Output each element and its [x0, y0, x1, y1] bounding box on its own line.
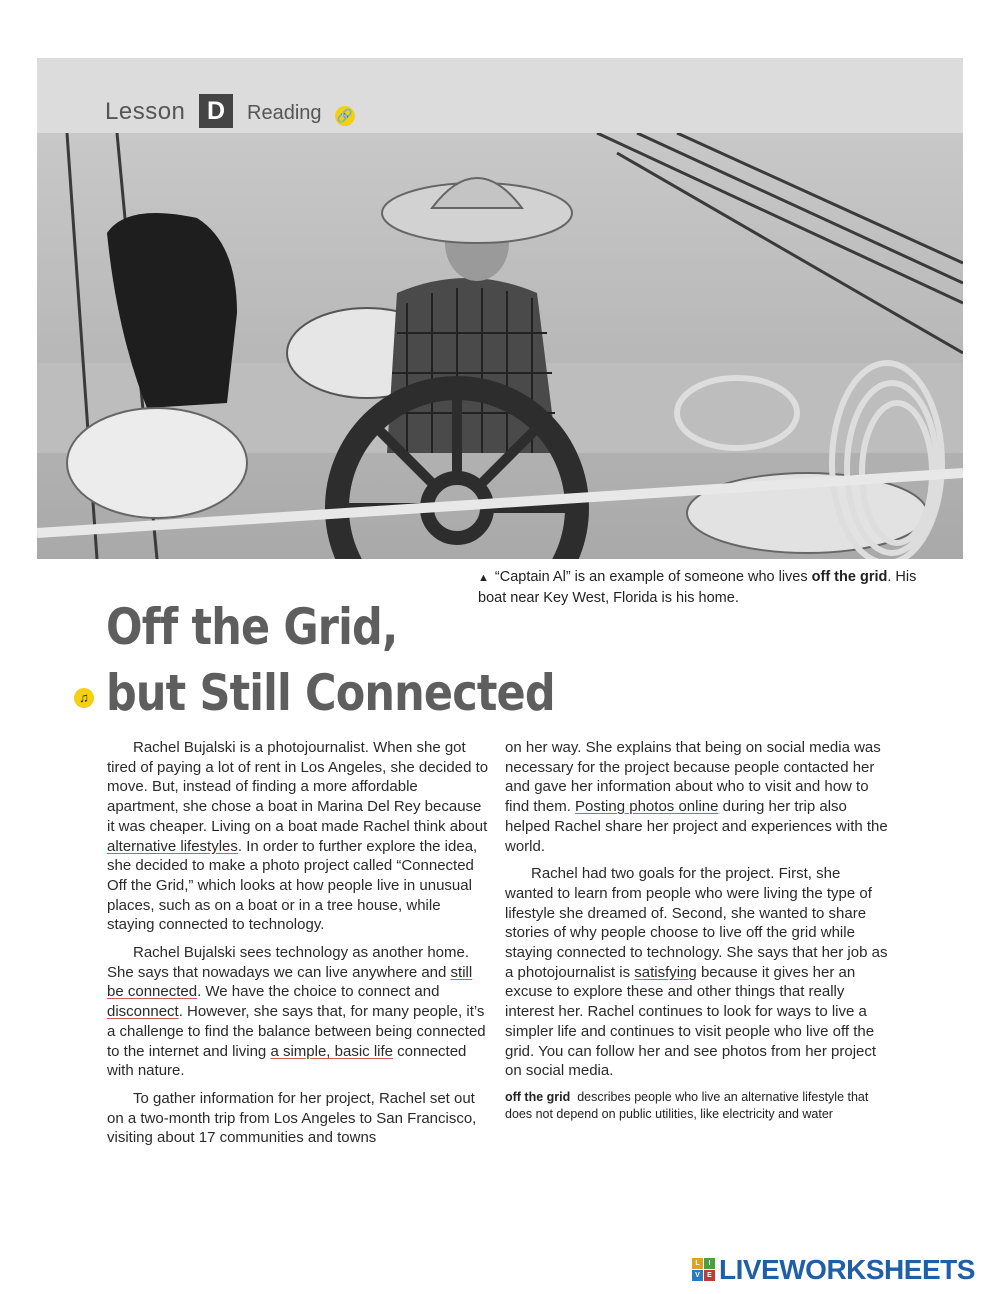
logo-grid-cell: E	[704, 1270, 715, 1281]
lesson-badge: D	[199, 94, 233, 128]
logo-grid-cell: L	[692, 1258, 703, 1269]
link-icon[interactable]: 🔗	[335, 106, 355, 126]
text-run: Rachel had two goals for the project. First, she wanted to learn from people who were living the type of lifestyle she dreamed of. Second, she wanted to share stories of why people choose to live off the grid while staying connected to technology. She says that her job as a photojournalist is	[505, 865, 888, 981]
glossary-note	[505, 1089, 890, 1123]
text-run: Rachel Bujalski sees technology as another home. She says that nowadays we can live anywhere and	[107, 944, 470, 981]
text-run: connected with nature.	[107, 1042, 467, 1080]
text-run: because it gives her an excuse to explore these and other things that really interest her. Rachel continues to look for ways to live a simpler life and continues to visit people who live off the grid. You can follow her and see photos from her project on social media.	[505, 963, 877, 1080]
logo-grid-icon	[692, 1258, 716, 1282]
audio-icon[interactable]: ♫	[74, 688, 94, 708]
title-line-2: but Still Connected	[106, 664, 555, 722]
section-label: Reading	[247, 102, 322, 124]
underlined-phrase: a simple, basic life	[270, 1042, 394, 1060]
column-left	[107, 738, 489, 1156]
caption-text-after: . His boat near Key West, Florida is his home.	[478, 569, 917, 606]
underlined-phrase: alternative lifestyles	[107, 837, 238, 855]
logo-grid-cell: I	[704, 1258, 715, 1269]
column-right	[505, 738, 890, 1123]
underlined-phrase: satisfying	[634, 963, 697, 981]
article-title	[106, 594, 555, 726]
hero-photo	[37, 133, 963, 559]
glossary-definition: describes people who live an alternative lifestyle that does not depend on public utilities, like electricity and water	[505, 1089, 869, 1121]
paragraph	[107, 738, 489, 935]
text-run: during her trip also helped Rachel share her project and experiences with the world.	[505, 798, 888, 855]
logo-grid-cell: V	[692, 1270, 703, 1281]
paragraph	[107, 1089, 489, 1148]
triangle-up-icon: ▲	[478, 572, 489, 584]
lesson-header	[37, 58, 963, 133]
underlined-phrase: still be connected	[107, 963, 473, 1001]
underlined-phrase: disconnect	[107, 1003, 179, 1021]
text-run: . We have the choice to connect and	[197, 983, 440, 1001]
underlined-phrase: Posting photos online	[575, 798, 719, 816]
lesson-label: Lesson	[105, 98, 186, 125]
text-run: . In order to further explore the idea, she decided to make a photo project called “Connected Off the Grid,” which looks at how people live in unusual places, such as on a boat or in a tree house, while staying connected to technology.	[107, 837, 478, 934]
text-run: . However, she says that, for many people, it’s a challenge to find the balance between being connected to the internet and living	[107, 1003, 486, 1060]
logo-text: LIVEWORKSHEETS	[719, 1254, 975, 1285]
paragraph	[107, 943, 489, 1081]
caption-text-before: “Captain Al” is an example of someone who lives	[494, 569, 812, 585]
paragraph	[505, 864, 890, 1081]
caption-bold-term: off the grid	[811, 569, 888, 585]
text-run: To gather information for her project, Rachel set out on a two-month trip from Los Angeles to San Francisco, visiting about 17 communities and towns	[107, 1089, 477, 1147]
text-run: Rachel Bujalski is a photojournalist. When she got tired of paying a lot of rent in Los Angeles, she decided to move. But, instead of finding a more affordable apartment, she chose a boat in Marina Del Rey because it was cheaper. Living on a boat made Rachel think about	[107, 739, 489, 835]
paragraph	[505, 738, 890, 856]
title-line-1: Off the Grid,	[106, 598, 398, 656]
text-run: on her way. She explains that being on social media was necessary for the project because people contacted her and gave her information about who to visit and how to find them.	[505, 739, 881, 816]
glossary-term: off the grid	[505, 1089, 571, 1104]
